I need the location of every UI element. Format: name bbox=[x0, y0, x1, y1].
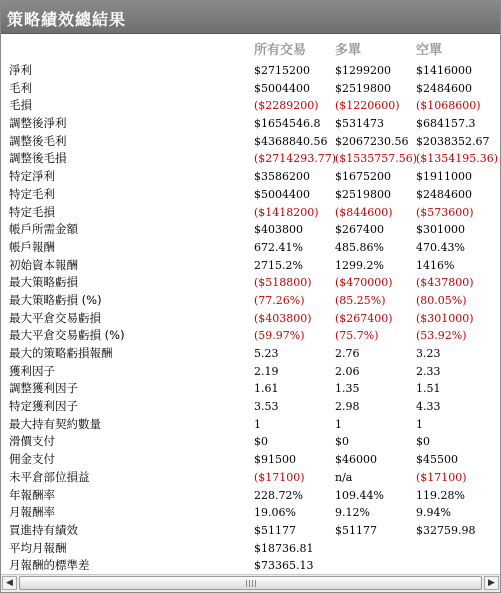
value-long: 2.76 bbox=[335, 347, 360, 360]
metric-label: 年報酬率 bbox=[9, 487, 55, 502]
table-row bbox=[1, 239, 500, 257]
value-long: $1675200 bbox=[335, 170, 391, 184]
table-row bbox=[1, 80, 500, 98]
value-long: $46000 bbox=[335, 453, 377, 467]
value-all-trades: $2715200 bbox=[254, 64, 310, 77]
table-row bbox=[1, 557, 500, 575]
value-long: ($470000) bbox=[335, 276, 393, 290]
value-all-trades: $3586200 bbox=[254, 170, 310, 184]
metric-label: 特定獲利因子 bbox=[9, 399, 78, 414]
value-long: ($844600) bbox=[335, 205, 393, 219]
column-header-all-trades: 所有交易 bbox=[254, 43, 307, 58]
value-short: 1 bbox=[416, 417, 423, 431]
value-short: 2.33 bbox=[416, 364, 441, 378]
value-short: ($573600) bbox=[416, 205, 474, 219]
value-all-trades: ($2289200) bbox=[254, 99, 319, 113]
scroll-left-button[interactable] bbox=[2, 576, 17, 590]
value-all-trades: $51177 bbox=[254, 523, 296, 537]
report-title: 策略績效總結果 bbox=[7, 10, 127, 29]
metric-label: 獲利因子 bbox=[9, 363, 55, 378]
table-row bbox=[1, 62, 500, 80]
grip-icon bbox=[246, 580, 256, 587]
metric-label: 最大平倉交易虧損 (%) bbox=[9, 328, 125, 343]
metric-label: 淨利 bbox=[9, 63, 32, 77]
table-row bbox=[1, 292, 500, 310]
table-row bbox=[1, 345, 500, 363]
value-all-trades: 3.53 bbox=[254, 400, 279, 414]
value-short: $32759.98 bbox=[416, 523, 476, 537]
value-short: 470.43% bbox=[416, 240, 465, 254]
value-short: 9.94% bbox=[416, 506, 451, 520]
value-long: n/a bbox=[335, 470, 353, 484]
value-short: ($1354195.36) bbox=[416, 152, 499, 166]
value-long: 2.06 bbox=[335, 364, 360, 378]
value-long: $2519800 bbox=[335, 187, 391, 201]
metric-label: 月報酬的標準差 bbox=[9, 558, 90, 573]
value-short: ($437800) bbox=[416, 276, 474, 290]
value-short: $1911000 bbox=[416, 170, 472, 184]
metric-label: 最大的策略虧損報酬 bbox=[9, 346, 113, 360]
value-short: $684157.3 bbox=[416, 117, 476, 131]
table-row bbox=[1, 451, 500, 469]
value-long: $531473 bbox=[335, 117, 384, 131]
value-all-trades: 19.06% bbox=[254, 506, 296, 520]
value-long: 1.35 bbox=[335, 382, 360, 396]
value-long: ($1220600) bbox=[335, 99, 400, 113]
value-short: ($301000) bbox=[416, 311, 474, 325]
value-all-trades: $5004400 bbox=[254, 81, 310, 95]
metric-label: 帳戶所需金額 bbox=[9, 222, 78, 237]
table-row bbox=[1, 221, 500, 239]
value-all-trades: ($518800) bbox=[254, 276, 312, 290]
value-all-trades: $18736.81 bbox=[254, 541, 314, 555]
value-all-trades: (77.26%) bbox=[254, 293, 305, 307]
value-long: 2.98 bbox=[335, 400, 360, 414]
table-row bbox=[1, 363, 500, 381]
value-short: $2484600 bbox=[416, 187, 472, 201]
triangle-right-icon: ▶ bbox=[488, 578, 495, 588]
value-long: (75.7%) bbox=[335, 329, 379, 343]
table-row bbox=[1, 416, 500, 434]
value-all-trades: 2715.2% bbox=[254, 258, 303, 272]
metric-label: 調整獲利因子 bbox=[9, 381, 78, 396]
value-long: 1299.2% bbox=[335, 258, 384, 272]
metric-label: 初始資本報酬 bbox=[9, 257, 78, 272]
value-long: (85.25%) bbox=[335, 293, 386, 307]
metric-label: 最大持有契約數量 bbox=[9, 416, 101, 431]
metric-label: 調整後淨利 bbox=[9, 116, 67, 131]
metric-label: 毛損 bbox=[9, 98, 32, 113]
value-short: $0 bbox=[416, 435, 430, 449]
value-all-trades: ($17100) bbox=[254, 470, 305, 484]
table-row bbox=[1, 115, 500, 133]
metric-label: 特定毛利 bbox=[9, 186, 55, 201]
horizontal-scrollbar[interactable] bbox=[1, 574, 500, 592]
value-short: $2038352.67 bbox=[416, 134, 490, 148]
value-all-trades: $4368840.56 bbox=[254, 134, 328, 148]
metric-label: 調整後毛利 bbox=[9, 133, 67, 148]
value-all-trades: ($2714293.77) bbox=[254, 152, 337, 166]
value-long: 485.86% bbox=[335, 240, 384, 254]
metric-label: 滑價支付 bbox=[9, 434, 55, 449]
table-row bbox=[1, 398, 500, 416]
table-row bbox=[1, 522, 500, 540]
value-long: $1299200 bbox=[335, 64, 391, 77]
value-short: 4.33 bbox=[416, 400, 441, 414]
value-all-trades: ($403800) bbox=[254, 311, 312, 325]
triangle-left-icon: ◀ bbox=[6, 578, 13, 588]
value-short: 119.28% bbox=[416, 488, 465, 502]
scrollbar-thumb[interactable] bbox=[19, 576, 482, 590]
metric-label: 特定毛損 bbox=[9, 204, 55, 219]
title-bar bbox=[1, 1, 500, 34]
value-short: ($17100) bbox=[416, 470, 467, 484]
value-all-trades: (59.97%) bbox=[254, 329, 305, 343]
table-row bbox=[1, 433, 500, 451]
value-all-trades: $403800 bbox=[254, 223, 303, 237]
metric-label: 調整後毛損 bbox=[9, 151, 67, 166]
scroll-right-button[interactable] bbox=[484, 576, 499, 590]
table-row bbox=[1, 274, 500, 292]
table-row bbox=[1, 380, 500, 398]
metric-label: 佣金支付 bbox=[9, 452, 55, 467]
table-row bbox=[1, 186, 500, 204]
value-long: $0 bbox=[335, 435, 349, 449]
value-all-trades: 228.72% bbox=[254, 488, 303, 502]
table-row bbox=[1, 327, 500, 345]
metric-label: 最大策略虧損 (%) bbox=[9, 292, 102, 307]
metric-label: 未平倉部位損益 bbox=[9, 469, 90, 484]
value-short: $1416000 bbox=[416, 64, 472, 77]
column-header-long: 多單 bbox=[335, 43, 362, 58]
metric-label: 毛利 bbox=[9, 80, 32, 95]
table-row bbox=[1, 487, 500, 505]
value-all-trades: $1654546.8 bbox=[254, 117, 321, 131]
value-short: (80.05%) bbox=[416, 293, 467, 307]
value-short: $45500 bbox=[416, 453, 458, 467]
value-long: ($267400) bbox=[335, 311, 393, 325]
value-long: 9.12% bbox=[335, 506, 370, 520]
value-all-trades: $73365.13 bbox=[254, 559, 314, 573]
value-long: $2519800 bbox=[335, 81, 391, 95]
performance-table bbox=[1, 62, 500, 575]
table-row bbox=[1, 168, 500, 186]
metric-label: 最大平倉交易虧損 bbox=[9, 310, 101, 325]
value-all-trades: $91500 bbox=[254, 453, 296, 467]
table-row bbox=[1, 257, 500, 275]
value-short: (53.92%) bbox=[416, 329, 467, 343]
value-long: $267400 bbox=[335, 223, 384, 237]
table-row bbox=[1, 204, 500, 222]
metric-label: 帳戶報酬 bbox=[9, 239, 55, 254]
value-short: 1.51 bbox=[416, 382, 441, 396]
value-all-trades: $0 bbox=[254, 435, 268, 449]
metric-label: 最大策略虧損 bbox=[9, 275, 78, 290]
value-all-trades: $5004400 bbox=[254, 187, 310, 201]
table-row bbox=[1, 97, 500, 115]
value-all-trades: ($1418200) bbox=[254, 205, 319, 219]
value-short: 1416% bbox=[416, 258, 455, 272]
metric-label: 月報酬率 bbox=[9, 505, 55, 520]
metric-label: 買進持有績效 bbox=[9, 522, 78, 537]
value-all-trades: 5.23 bbox=[254, 347, 279, 360]
value-long: 109.44% bbox=[335, 488, 384, 502]
column-header-short: 空單 bbox=[416, 43, 443, 58]
value-all-trades: 1 bbox=[254, 417, 261, 431]
value-long: $51177 bbox=[335, 523, 377, 537]
value-long: 1 bbox=[335, 417, 342, 431]
value-short: $2484600 bbox=[416, 81, 472, 95]
value-short: ($1068600) bbox=[416, 99, 481, 113]
value-all-trades: 1.61 bbox=[254, 382, 279, 396]
metric-label: 特定淨利 bbox=[9, 169, 55, 184]
table-row bbox=[1, 133, 500, 151]
value-all-trades: 672.41% bbox=[254, 240, 303, 254]
metric-label: 平均月報酬 bbox=[9, 540, 67, 555]
value-long: $2067230.56 bbox=[335, 134, 409, 148]
table-row bbox=[1, 310, 500, 328]
value-all-trades: 2.19 bbox=[254, 364, 279, 378]
value-long: ($1535757.56) bbox=[335, 152, 418, 166]
table-row bbox=[1, 504, 500, 522]
value-short: $301000 bbox=[416, 223, 465, 237]
value-short: 3.23 bbox=[416, 347, 441, 360]
table-row bbox=[1, 150, 500, 168]
table-row bbox=[1, 469, 500, 487]
table-row bbox=[1, 540, 500, 558]
